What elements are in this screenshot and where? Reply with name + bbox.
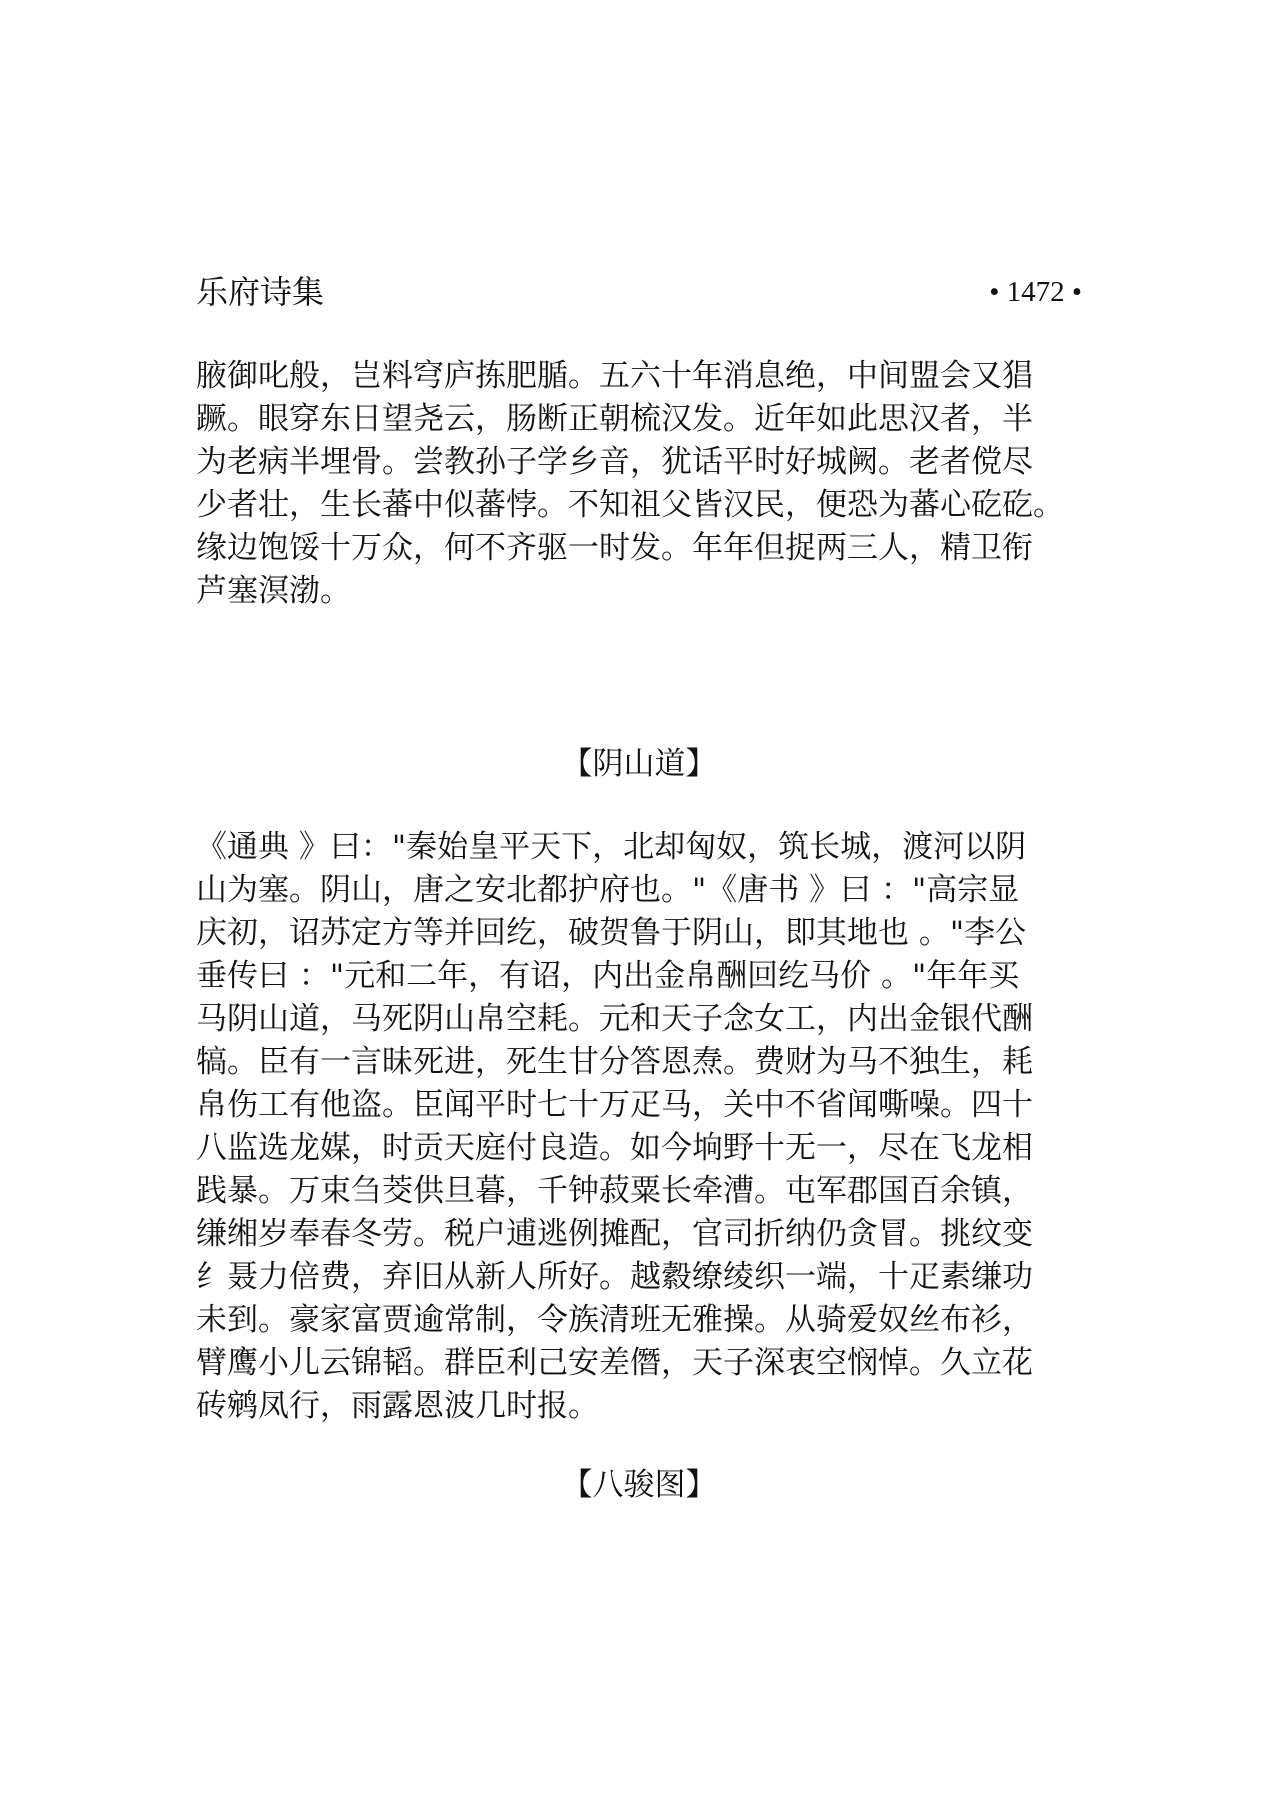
text-line: 砖鹓凤行，雨露恩波几时报。 (196, 1388, 599, 1424)
section-title-bajuntu: 【八骏图】 (561, 1467, 717, 1503)
text-line: 八监选龙媒，时贡天庭付良造。如今垧野十无一，尽在飞龙相 (196, 1130, 1033, 1166)
text-line: 腋御叱般，岂料穹庐拣肥腯。五六十年消息绝，中间盟会又猖 (196, 358, 1033, 394)
text-line: 芦塞溟渤。 (196, 573, 351, 609)
text-line: 臂鹰小儿云锦韬。群臣利己安差僭，天子深衷空悯悼。久立花 (196, 1345, 1033, 1381)
text-line: 缣缃岁奉春冬劳。税户逋逃例摊配，官司折纳仍贪冒。挑纹变 (196, 1216, 1033, 1252)
page-header (196, 268, 1082, 316)
text-line: 垂传曰 ："元和二年，有诏，内出金帛酬回纥马价 。"年年买 (196, 958, 1020, 994)
text-line: 蹶。眼穿东日望尧云，肠断正朝梳汉发。近年如此思汉者，半 (196, 401, 1033, 437)
section-title-yinshandao: 【阴山道】 (561, 746, 717, 782)
text-line: 践暴。万束刍茭供旦暮，千钟菽粟长牵漕。屯军郡国百余镇， (196, 1173, 1033, 1209)
continued-poem-text (196, 355, 1116, 613)
text-line: 少者壮，生长蕃中似蕃悖。不知祖父皆汉民，便恐为蕃心矻矻。 (196, 487, 1064, 523)
book-title: 乐府诗集 (196, 273, 325, 311)
text-line: 纟聂力倍费，弃旧从新人所好。越縠缭绫织一端，十疋素缣功 (196, 1259, 1033, 1295)
text-line: 庆初，诏苏定方等并回纥，破贺鲁于阴山，即其地也 。"李公 (196, 915, 1027, 951)
page-number: • 1472 • (989, 276, 1082, 308)
text-line: 帛伤工有他盗。臣闻平时七十万疋马，关中不省闻嘶噪。四十 (196, 1087, 1033, 1123)
text-line: 犒。臣有一言昧死进，死生甘分答恩焘。费财为马不独生，耗 (196, 1044, 1033, 1080)
text-line: 为老病半埋骨。尝教孙子学乡音，犹话平时好城阙。老者傥尽 (196, 444, 1033, 480)
text-line: 马阴山道，马死阴山帛空耗。元和天子念女工，内出金银代酬 (196, 1001, 1033, 1037)
text-line: 山为塞。阴山，唐之安北都护府也。"《唐书 》曰 ："高宗显 (196, 872, 1020, 908)
text-line: 缘边饱馁十万众，何不齐驱一时发。年年但捉两三人，精卫衔 (196, 530, 1033, 566)
section-body-yinshandao (196, 826, 1116, 1428)
text-line: 未到。豪家富贾逾常制，令族清班无雅操。从骑爱奴丝布衫， (196, 1302, 1033, 1338)
text-line: 《通典 》曰："秦始皇平天下，北却匈奴，筑长城，渡河以阴 (196, 829, 1027, 865)
